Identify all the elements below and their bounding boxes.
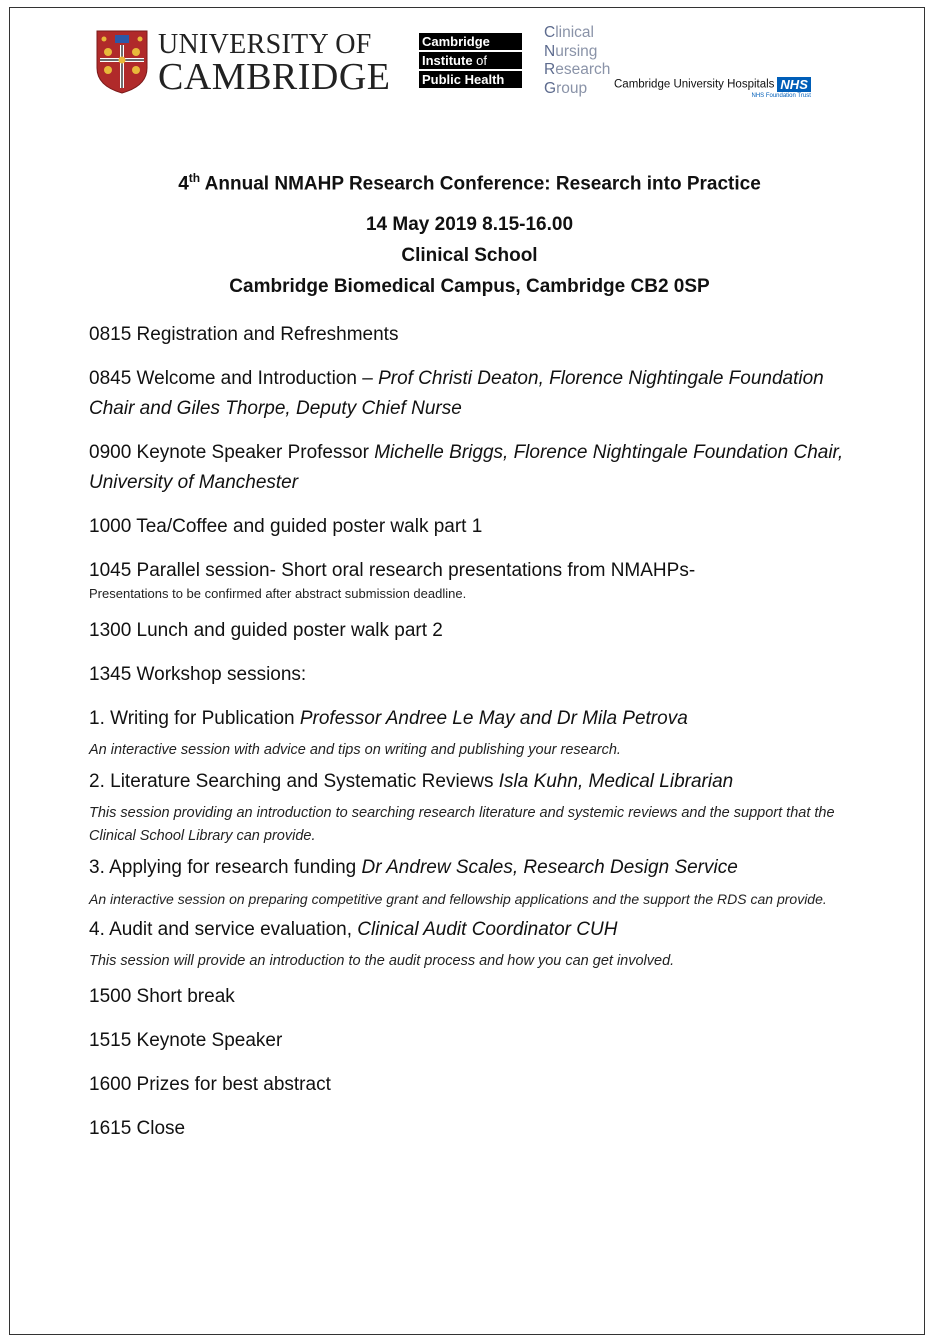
agenda-item-1000: 1000 Tea/Coffee and guided poster walk part 1 [89,516,483,537]
agenda-note-1045: Presentations to be confirmed after abstract submission deadline. [89,586,467,601]
agenda-item-0900: 0900 Keynote Speaker Professor Michelle Briggs, Florence Nightingale Foundation Chair, University of Manchester [89,442,844,493]
cipih-line1: Cambridge [419,33,522,50]
agenda-item-1345: 1345 Workshop sessions: [89,664,307,685]
cipih-line2: Institute of [419,52,522,69]
agenda [89,320,849,1144]
agenda-item-1600: 1600 Prizes for best abstract [89,1074,331,1095]
cipih-line3: Public Health [419,71,522,88]
university-line1: UNIVERSITY OF [158,29,372,60]
conference-title: 4th Annual NMAHP Research Conference: Research into Practice [178,171,761,195]
workshop-1-note: An interactive session with advice and tips on writing and publishing your research. [89,742,621,758]
cipih-logo [419,33,522,90]
cuh-logo [614,77,811,99]
agenda-item-1045: 1045 Parallel session- Short oral research presentations from NMAHPs- [89,560,696,581]
conference-date: 14 May 2019 8.15-16.00 [365,214,574,235]
workshop-3: 3. Applying for research funding Dr Andrew Scales, Research Design Service [89,857,738,878]
cnrg-word-group: Group [544,79,588,97]
agenda-item-1515: 1515 Keynote Speaker [89,1030,283,1051]
cambridge-crest-icon [96,30,148,94]
workshop-1: 1. Writing for Publication Professor Andree Le May and Dr Mila Petrova [89,708,688,729]
cnrg-word-nursing: Nursing [544,42,598,60]
agenda-item-1500: 1500 Short break [89,986,235,1007]
workshop-2-note: This session providing an introduction to searching research literature and systemic reviews and the support that the Clinical School Library can provide. [89,805,835,844]
cnrg-word-clinical: Clinical [544,24,594,41]
agenda-item-1615: 1615 Close [89,1118,186,1139]
agenda-item-0815: 0815 Registration and Refreshments [89,324,399,345]
workshop-4: 4. Audit and service evaluation, Clinical Audit Coordinator CUH [89,919,618,940]
workshop-4-note: This session will provide an introduction to the audit process and how you can get involved. [89,953,675,969]
conference-venue: Clinical School [401,245,538,266]
workshop-2: 2. Literature Searching and Systematic Reviews Isla Kuhn, Medical Librarian [89,771,734,792]
cnrg-logo [544,24,610,98]
university-line2: CAMBRIDGE [158,56,391,98]
nhs-logo: NHS [777,77,810,92]
agenda-item-0845: 0845 Welcome and Introduction – Prof Christi Deaton, Florence Nightingale Foundation Chair and Giles Thorpe, Deputy Chief Nurse [89,368,824,419]
cuh-trust: NHS Foundation Trust [751,93,811,99]
university-wordmark [158,30,391,96]
agenda-item-1300: 1300 Lunch and guided poster walk part 2 [89,620,443,641]
workshop-3-note: An interactive session on preparing competitive grant and fellowship applications and the support the RDS can provide. [89,891,827,907]
cuh-name: Cambridge University Hospitals [614,78,775,91]
conference-address: Cambridge Biomedical Campus, Cambridge CB2 0SP [229,276,710,297]
cnrg-word-research: Research [544,61,611,78]
